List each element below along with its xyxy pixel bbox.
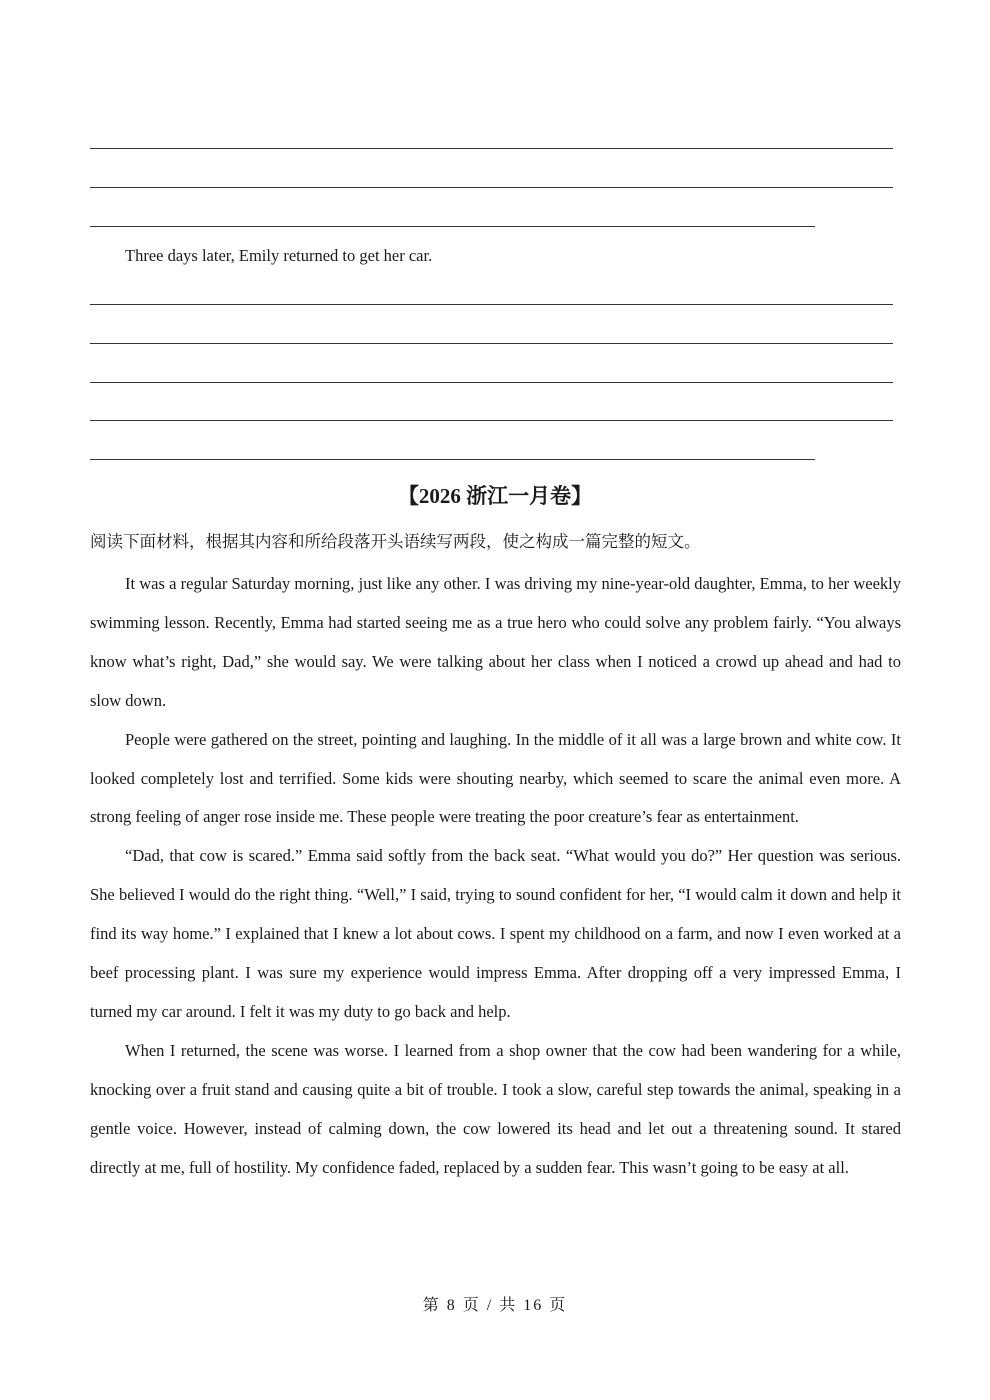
writing-line	[90, 304, 893, 305]
instruction-text: 阅读下面材料，根据其内容和所给段落开头语续写两段，使之构成一篇完整的短文。	[90, 532, 701, 551]
page-number-footer: 第 8 页 / 共 16 页	[422, 1297, 568, 1314]
writing-line	[90, 226, 815, 227]
story-text	[90, 565, 901, 1188]
writing-line	[90, 420, 893, 421]
writing-line	[90, 148, 893, 149]
story-paragraph: It was a regular Saturday morning, just like any other. I was driving my nine-year-old daughter, Emma, to her weekly swimming lesson. Recently, Emma had started seeing me as a true hero who could solve any problem fairly. “You always know what’s right, Dad,” she would say. We were talking about her class when I noticed a crowd up ahead and had to slow down.	[90, 574, 901, 710]
writing-line	[90, 382, 893, 383]
paragraph-starter: Three days later, Emily returned to get her car.	[125, 246, 433, 265]
section-title: 【2026 浙江一月卷】	[397, 484, 593, 508]
story-paragraph: “Dad, that cow is scared.” Emma said softly from the back seat. “What would you do?” Her question was serious. She believed I would do the right thing. “Well,” I said, trying to sound confident for her, “I would calm it down and help it find its way home.” I explained that I knew a lot about cows. I spent my childhood on a farm, and now I even worked at a beef processing plant. I was sure my experience would impress Emma. After dropping off a very impressed Emma, I turned my car around. I felt it was my duty to go back and help.	[90, 846, 901, 1021]
writing-line	[90, 187, 893, 188]
writing-line	[90, 343, 893, 344]
story-paragraph: When I returned, the scene was worse. I learned from a shop owner that the cow had been wandering for a while, knocking over a fruit stand and causing quite a bit of trouble. I took a slow, careful step towards the animal, speaking in a gentle voice. However, instead of calming down, the cow lowered its head and let out a threatening sound. It stared directly at me, full of hostility. My confidence faded, replaced by a sudden fear. This wasn’t going to be easy at all.	[90, 1040, 901, 1177]
story-paragraph: People were gathered on the street, pointing and laughing. In the middle of it all was a large brown and white cow. It looked completely lost and terrified. Some kids were shouting nearby, which seemed to scare the animal even more. A strong feeling of anger rose inside me. These people were treating the poor creature’s fear as entertainment.	[90, 729, 901, 827]
writing-line	[90, 459, 815, 460]
